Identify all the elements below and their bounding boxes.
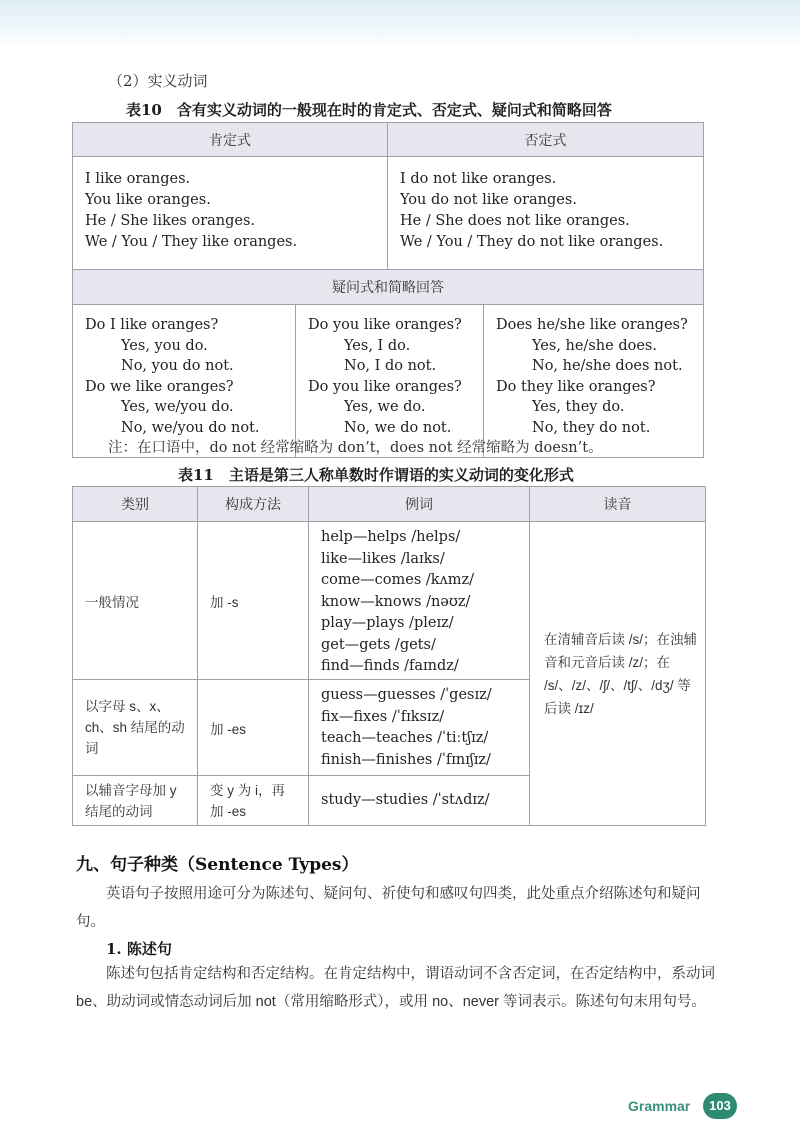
reading-rule: 在清辅音后读 /s/；在浊辅音和元音后读 /z/；在 /s/、/z/、/ʃ/、/tʃ/、/dʒ/ 等后读 /ɪz/ bbox=[530, 522, 706, 826]
row2-category: 以字母 s、x、ch、sh 结尾的动词 bbox=[73, 680, 198, 776]
answer-line: No, you do not. bbox=[121, 358, 234, 374]
negative-line: He / She does not like oranges. bbox=[400, 213, 630, 229]
example-word: teach—teaches /ˈtiːtʃɪz/ bbox=[321, 730, 489, 746]
row1-category: 一般情况 bbox=[73, 522, 198, 680]
intro-paragraph: 英语句子按照用途可分为陈述句、疑问句、祈使句和感叹句四类，此处重点介绍陈述句和疑问句。 bbox=[76, 886, 701, 930]
header-examples: 例词 bbox=[309, 487, 530, 522]
top-band bbox=[0, 0, 800, 46]
answer-line: No, we do not. bbox=[344, 419, 452, 436]
question-col-3 bbox=[484, 305, 704, 458]
table11 bbox=[72, 486, 706, 826]
example-word: help—helps /helps/ bbox=[321, 529, 461, 545]
answer-line: Yes, they do. bbox=[532, 399, 625, 415]
example-word: play—plays /pleɪz/ bbox=[321, 615, 454, 631]
question-line: Does he/she like oranges? bbox=[496, 317, 688, 333]
header-negative: 否定式 bbox=[388, 123, 704, 157]
affirmative-line: He / She likes oranges. bbox=[85, 213, 256, 229]
answer-line: No, they do not. bbox=[532, 419, 651, 436]
answer-line: Yes, you do. bbox=[121, 337, 208, 354]
table10-caption: 表10 含有实义动词的一般现在时的肯定式、否定式、疑问式和简略回答 bbox=[126, 101, 612, 119]
affirmative-line: I like oranges. bbox=[85, 171, 191, 187]
header-category: 类别 bbox=[73, 487, 198, 522]
header-affirmative: 肯定式 bbox=[73, 123, 388, 157]
example-word: know—knows /nəʊz/ bbox=[321, 593, 471, 610]
row2-examples bbox=[309, 680, 530, 776]
note: 注：在口语中，do not 经常缩略为 don’t，does not 经常缩略为 doesn’t。 bbox=[108, 440, 603, 456]
question-col-1 bbox=[73, 305, 296, 458]
row2-method: 加 -es bbox=[198, 680, 309, 776]
page-number-badge: 103 bbox=[703, 1093, 737, 1119]
question-line: Do you like oranges? bbox=[308, 378, 462, 395]
row3-examples bbox=[309, 776, 530, 826]
row1-examples bbox=[309, 522, 530, 680]
question-line: Do you like oranges? bbox=[308, 317, 462, 333]
example-word: like—likes /laɪks/ bbox=[321, 550, 445, 567]
section-label: （2）实义动词 bbox=[108, 72, 208, 90]
example-word: finish—finishes /ˈfɪnɪʃɪz/ bbox=[321, 751, 491, 768]
question-header: 疑问式和简略回答 bbox=[73, 270, 704, 305]
answer-line: Yes, I do. bbox=[344, 337, 411, 354]
answer-line: Yes, we/you do. bbox=[121, 399, 234, 415]
footer-label: Grammar bbox=[628, 1098, 691, 1114]
row3-method: 变 y 为 i，再加 -es bbox=[198, 776, 309, 826]
question-col-2 bbox=[296, 305, 484, 458]
question-line: Do I like oranges? bbox=[85, 317, 219, 333]
example-word: guess—guesses /ˈgesɪz/ bbox=[321, 687, 492, 703]
example-word: come—comes /kʌmz/ bbox=[321, 572, 475, 588]
answer-line: Yes, he/she does. bbox=[532, 337, 657, 354]
example-word: study—studies /ˈstʌdɪz/ bbox=[321, 791, 490, 808]
example-word: find—finds /faɪndz/ bbox=[321, 658, 459, 674]
question-line: Do we like oranges? bbox=[85, 378, 234, 395]
body-paragraph: 陈述句包括肯定结构和否定结构。在肯定结构中，谓语动词不含否定词，在否定结构中，系动词 be、助动词或情态动词后加 not（常用缩略形式），或用 no、never 等词表示。陈述句句末用句号。 bbox=[76, 966, 715, 1010]
subheading: 1. 陈述句 bbox=[106, 940, 172, 958]
header-reading: 读音 bbox=[530, 487, 706, 522]
affirmative-cell bbox=[73, 157, 388, 270]
answer-line: No, we/you do not. bbox=[121, 419, 260, 436]
example-word: get—gets /gets/ bbox=[321, 636, 436, 653]
header-method: 构成方法 bbox=[198, 487, 309, 522]
question-line: Do they like oranges? bbox=[496, 378, 656, 395]
table11-caption: 表11 主语是第三人称单数时作谓语的实义动词的变化形式 bbox=[178, 466, 574, 484]
row1-method: 加 -s bbox=[198, 522, 309, 680]
answer-line: No, he/she does not. bbox=[532, 358, 683, 374]
section-heading: 九、句子种类（Sentence Types） bbox=[76, 855, 359, 875]
negative-line: I do not like oranges. bbox=[400, 171, 557, 187]
answer-line: Yes, we do. bbox=[344, 399, 426, 415]
negative-line: We / You / They do not like oranges. bbox=[400, 234, 664, 250]
negative-line: You do not like oranges. bbox=[400, 192, 577, 208]
table10 bbox=[72, 122, 704, 458]
row3-category: 以辅音字母加 y 结尾的动词 bbox=[73, 776, 198, 826]
example-word: fix—fixes /ˈfɪksɪz/ bbox=[321, 708, 445, 725]
affirmative-line: You like oranges. bbox=[85, 192, 211, 208]
negative-cell bbox=[388, 157, 704, 270]
affirmative-line: We / You / They like oranges. bbox=[85, 234, 298, 250]
answer-line: No, I do not. bbox=[344, 358, 437, 374]
